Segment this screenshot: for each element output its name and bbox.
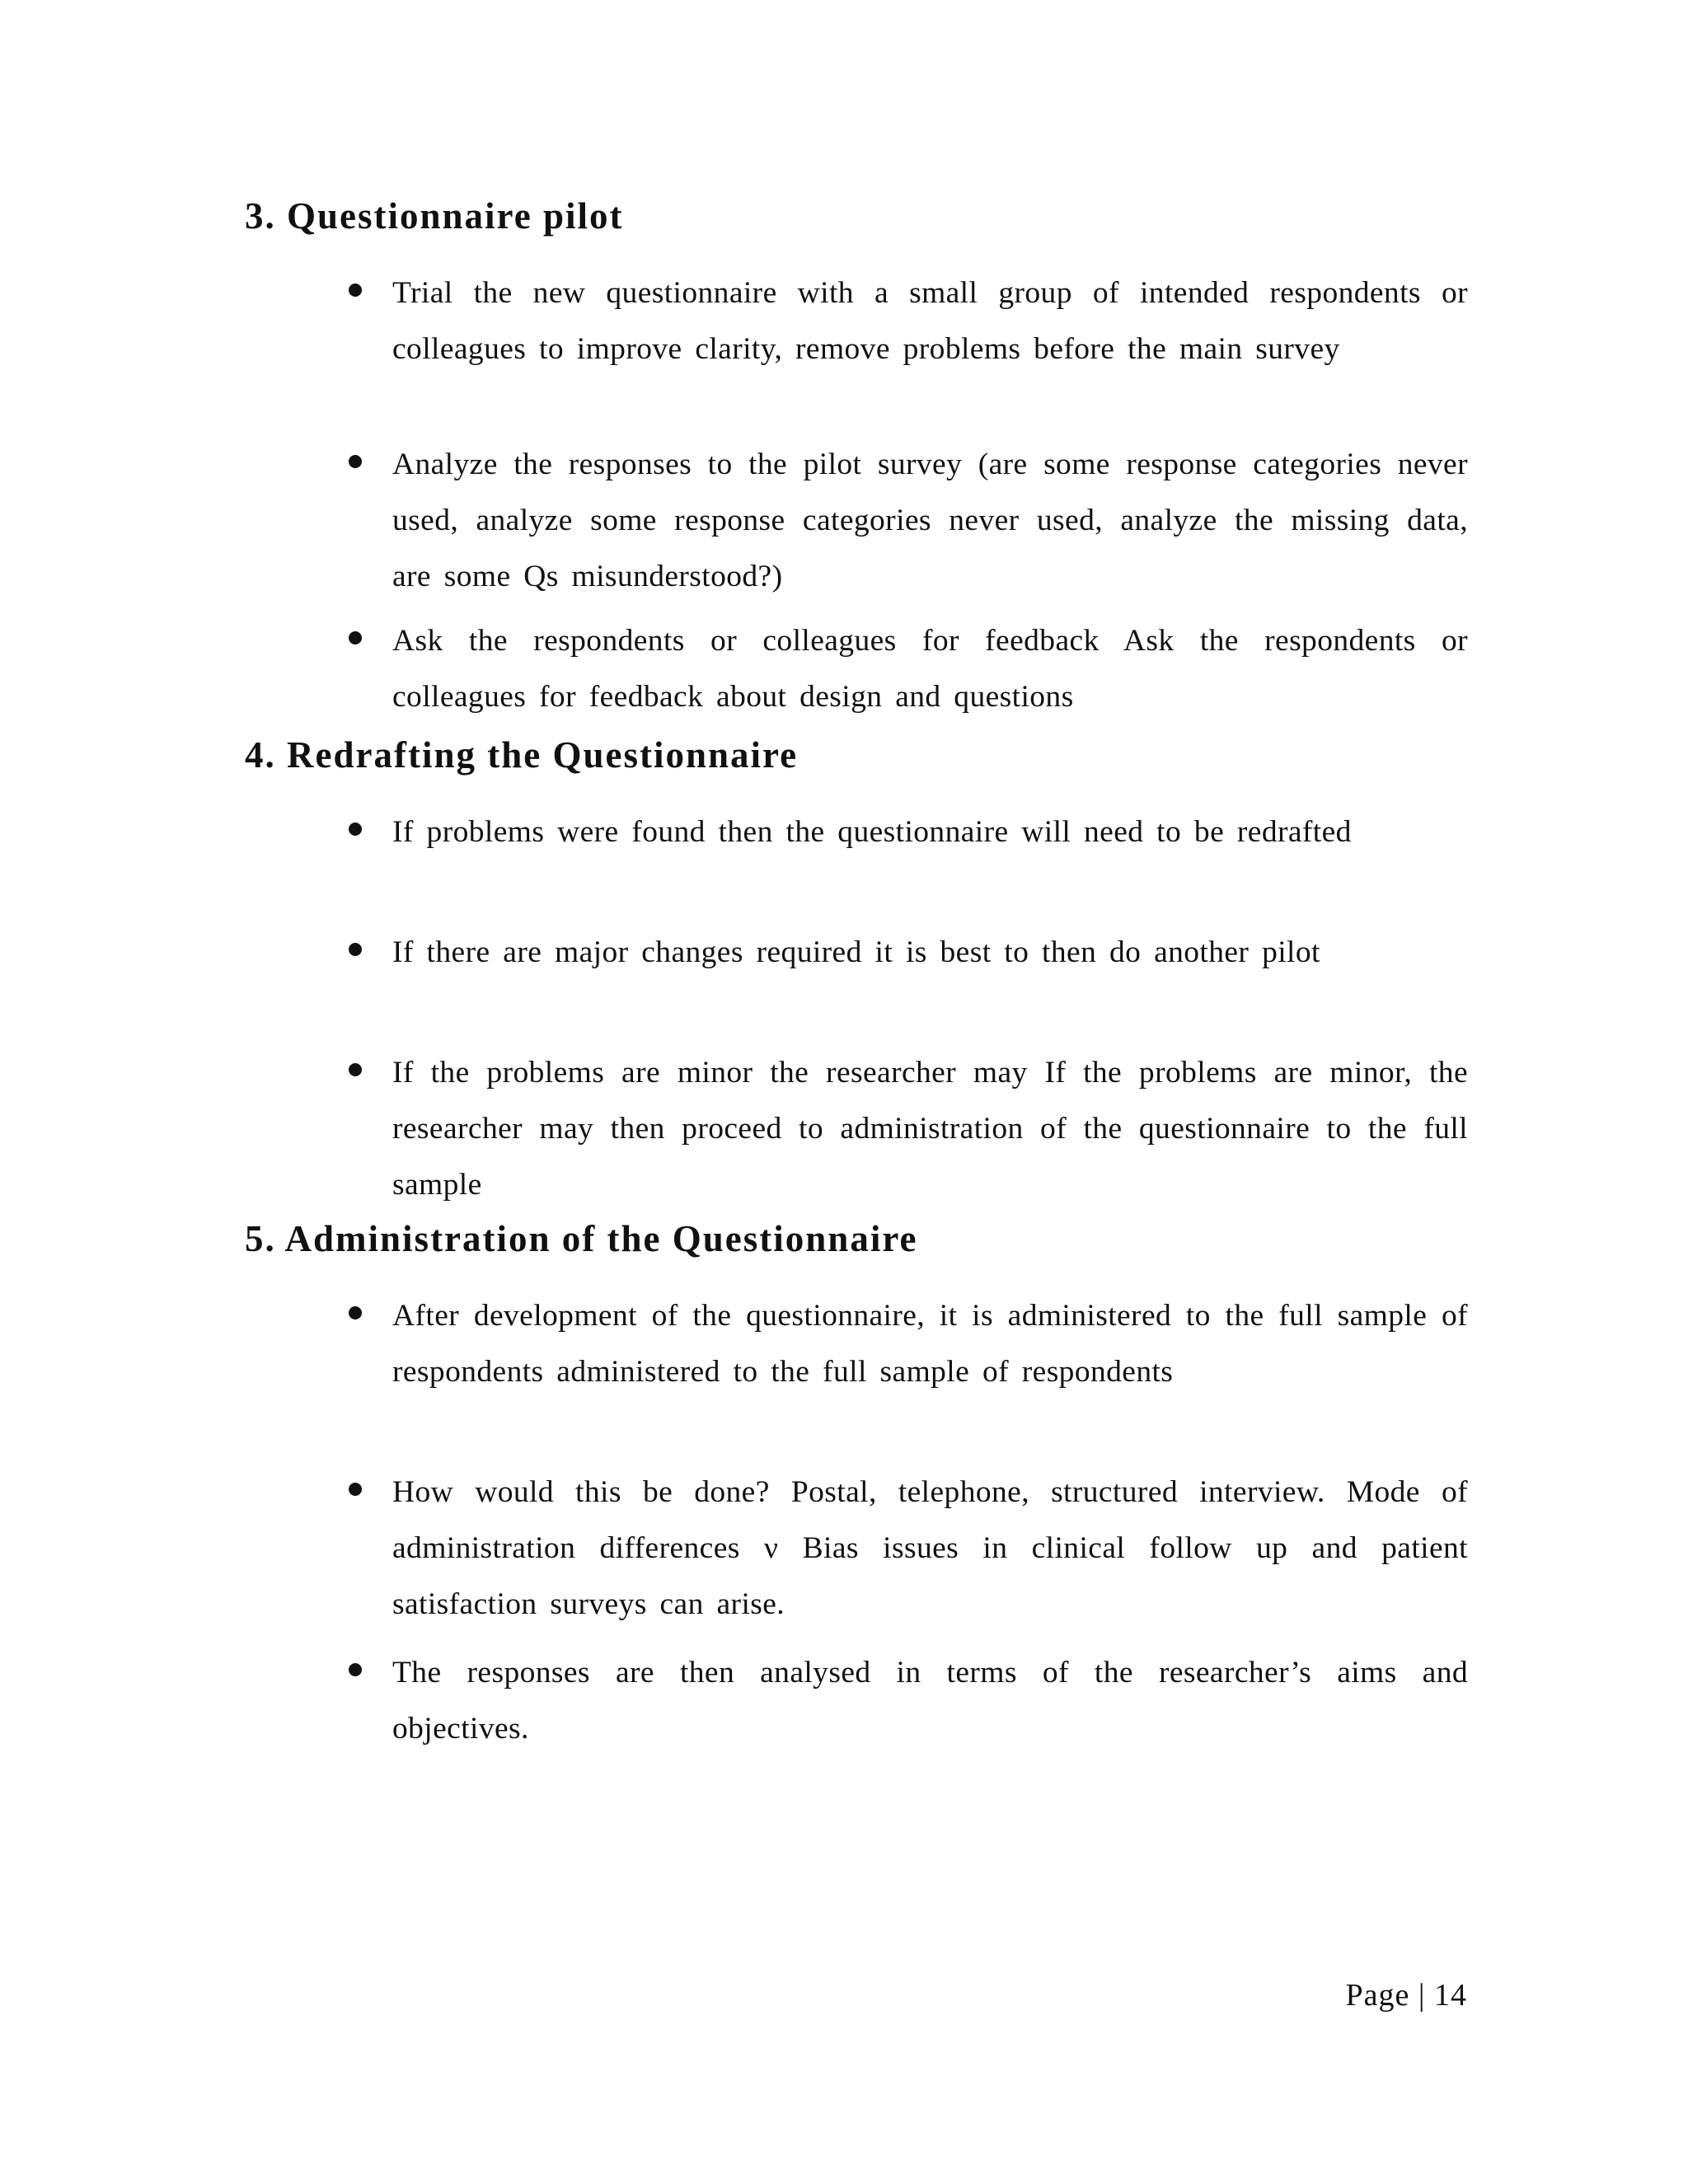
bullet-text: After development of the questionnaire, it is administered to the full sample of respondents administered to the full sample of respondents — [392, 1299, 1468, 1389]
bullet-icon — [349, 1663, 362, 1676]
page-number: Page | 14 — [1345, 1978, 1467, 2013]
section-heading-redrafting: 4. Redrafting the Questionnaire — [245, 734, 799, 776]
bullet-icon — [349, 943, 362, 956]
bullet-text: Trial the new questionnaire with a small group of intended respondents or colleagues to improve clarity, remove problems before the main survey — [392, 276, 1468, 366]
bullet-text: The responses are then analysed in terms of the researcher’s aims and objectives. — [392, 1656, 1468, 1746]
bullet-icon — [349, 455, 362, 468]
section-heading-questionnaire-pilot: 3. Questionnaire pilot — [245, 195, 624, 237]
section-heading-administration: 5. Administration of the Questionnaire — [245, 1218, 918, 1259]
bullet-text: Ask the respondents or colleagues for feedback Ask the respondents or colleagues for feedback about design and questions — [392, 624, 1468, 714]
bullet-text: If there are major changes required it is best to then do another pilot — [392, 935, 1320, 969]
bullet-icon — [349, 823, 362, 836]
bullet-icon — [349, 1483, 362, 1496]
bullet-icon — [349, 284, 362, 297]
bullet-icon — [349, 631, 362, 644]
bullet-text: How would this be done? Postal, telephone, structured interview. Mode of administration differences ν Bias issues in clinical follow up and patient satisfaction surveys can arise. — [392, 1475, 1468, 1621]
bullet-text: If the problems are minor the researcher may If the problems are minor, the researcher may then proceed to administration of the questionnaire to the full sample — [392, 1056, 1468, 1202]
bullet-text: If problems were found then the questionnaire will need to be redrafted — [392, 815, 1352, 849]
bullet-text: Analyze the responses to the pilot survey (are some response categories never used, analyze some response categories never used, analyze the missing data, are some Qs misunderstood?) — [392, 448, 1468, 593]
bullet-icon — [349, 1063, 362, 1076]
bullet-icon — [349, 1306, 362, 1319]
